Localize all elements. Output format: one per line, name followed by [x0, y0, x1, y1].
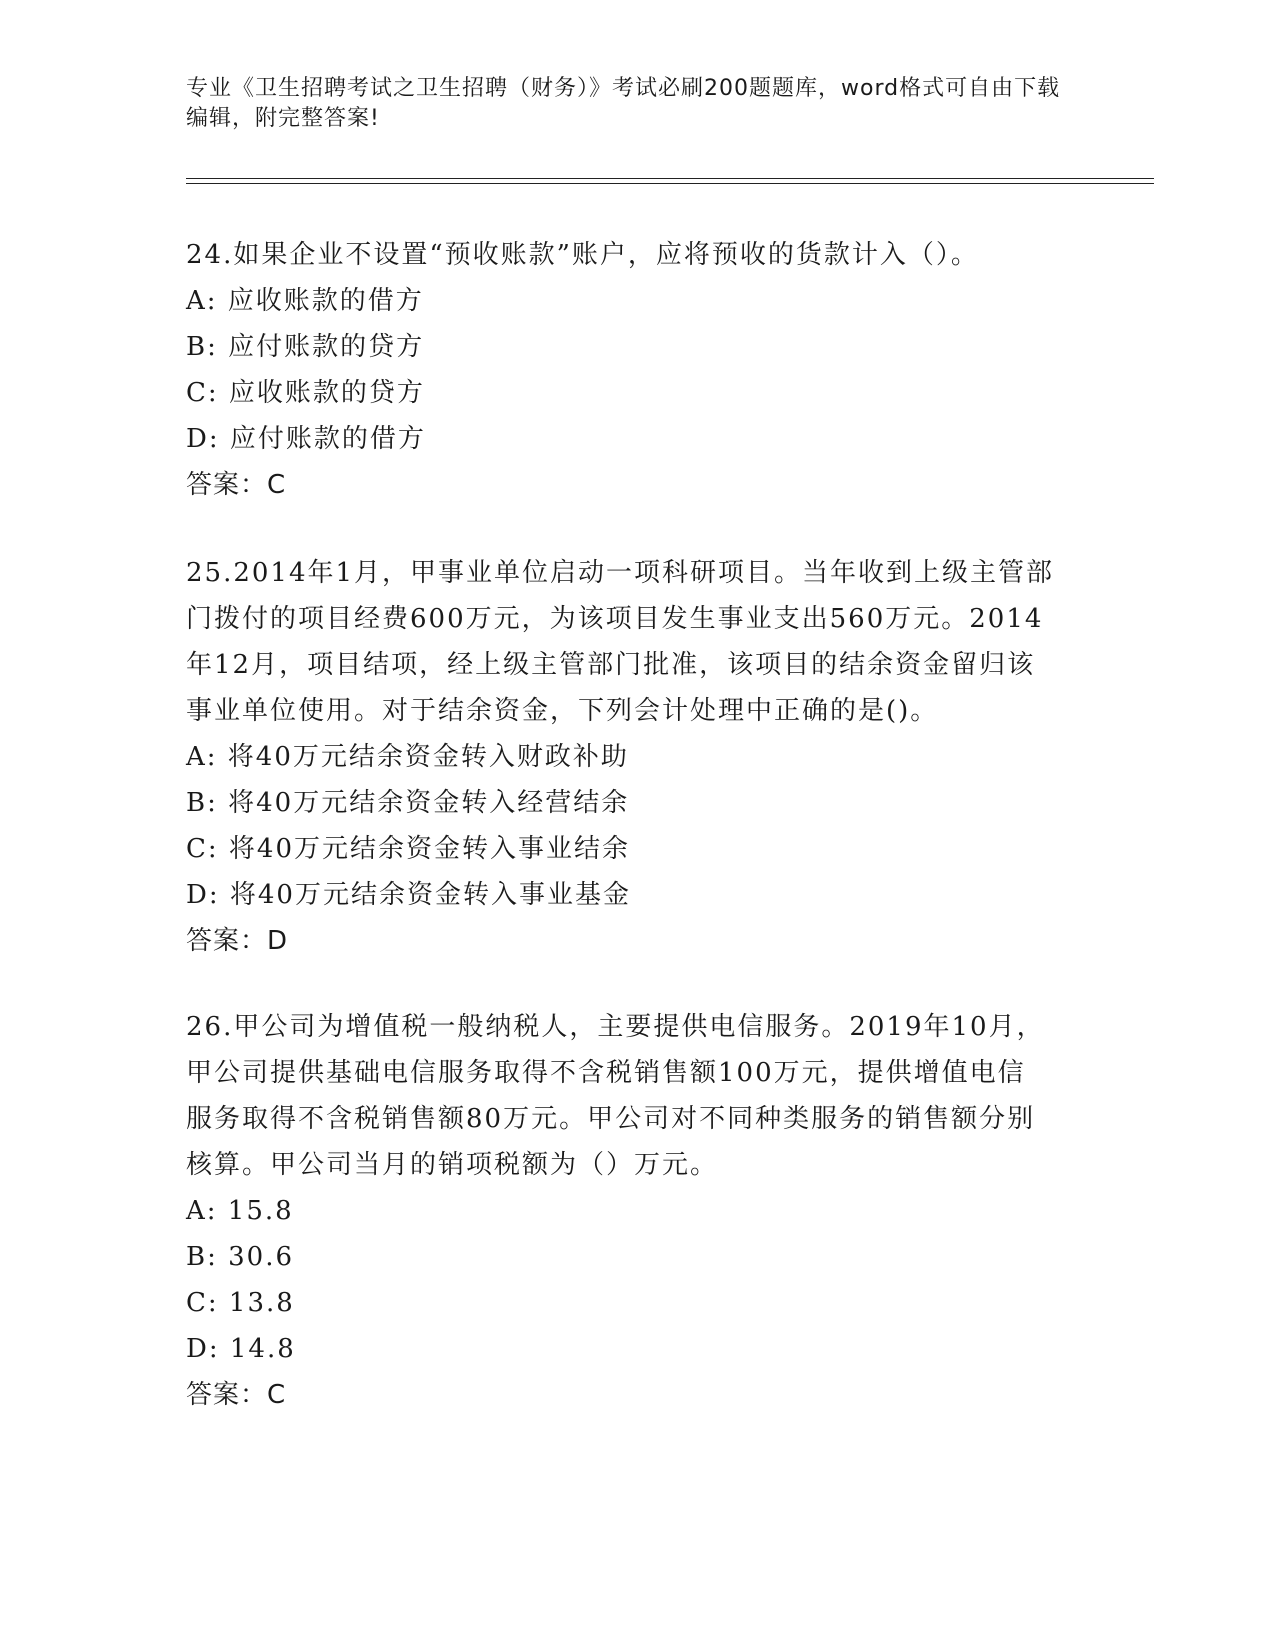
option-c: C: 13.8: [186, 1288, 295, 1318]
option-d: D: 14.8: [186, 1334, 296, 1364]
option-b: B: 将40万元结余资金转入经营结余: [186, 788, 630, 818]
option-a: A: 应收账款的借方: [186, 286, 424, 316]
question-stem-line-4: 核算。甲公司当月的销项税额为（）万元。: [186, 1150, 719, 1180]
question-stem-line-2: 门拨付的项目经费600万元，为该项目发生事业支出560万元。2014: [186, 604, 1044, 634]
document-header: 专业《卫生招聘考试之卫生招聘（财务）》考试必刷200题题库，word格式可自由下载编辑，附完整答案!: [186, 76, 1061, 131]
question-24: [186, 232, 1086, 508]
option-d: D: 应付账款的借方: [186, 424, 426, 454]
answer-label: 答案：C: [186, 470, 287, 500]
question-26: [186, 1004, 1086, 1418]
question-stem-line-4: 事业单位使用。对于结余资金，下列会计处理中正确的是()。: [186, 696, 939, 726]
question-25: [186, 550, 1086, 964]
option-c: C: 将40万元结余资金转入事业结余: [186, 834, 631, 864]
question-stem-line-2: 甲公司提供基础电信服务取得不含税销售额100万元，提供增值电信: [186, 1058, 1026, 1088]
option-a: A: 15.8: [186, 1196, 294, 1226]
question-stem-line-3: 服务取得不含税销售额80万元。甲公司对不同种类服务的销售额分别: [186, 1104, 1036, 1134]
question-stem-line-1: 26.甲公司为增值税一般纳税人，主要提供电信服务。2019年10月，: [186, 1012, 1045, 1042]
option-a: A: 将40万元结余资金转入财政补助: [186, 742, 629, 772]
header-divider-top: [186, 178, 1154, 179]
option-b: B: 应付账款的贷方: [186, 332, 425, 362]
answer-label: 答案：C: [186, 1380, 287, 1410]
question-stem-line-3: 年12月，项目结项，经上级主管部门批准，该项目的结余资金留归该: [186, 650, 1036, 680]
option-d: D: 将40万元结余资金转入事业基金: [186, 880, 631, 910]
answer-label: 答案：D: [186, 926, 289, 956]
question-stem-line-1: 25.2014年1月，甲事业单位启动一项科研项目。当年收到上级主管部: [186, 558, 1055, 588]
header-divider-bottom: [186, 183, 1154, 184]
option-b: B: 30.6: [186, 1242, 295, 1272]
option-c: C: 应收账款的贷方: [186, 378, 425, 408]
question-stem: 24.如果企业不设置“预收账款”账户，应将预收的货款计入（）。: [186, 240, 979, 270]
